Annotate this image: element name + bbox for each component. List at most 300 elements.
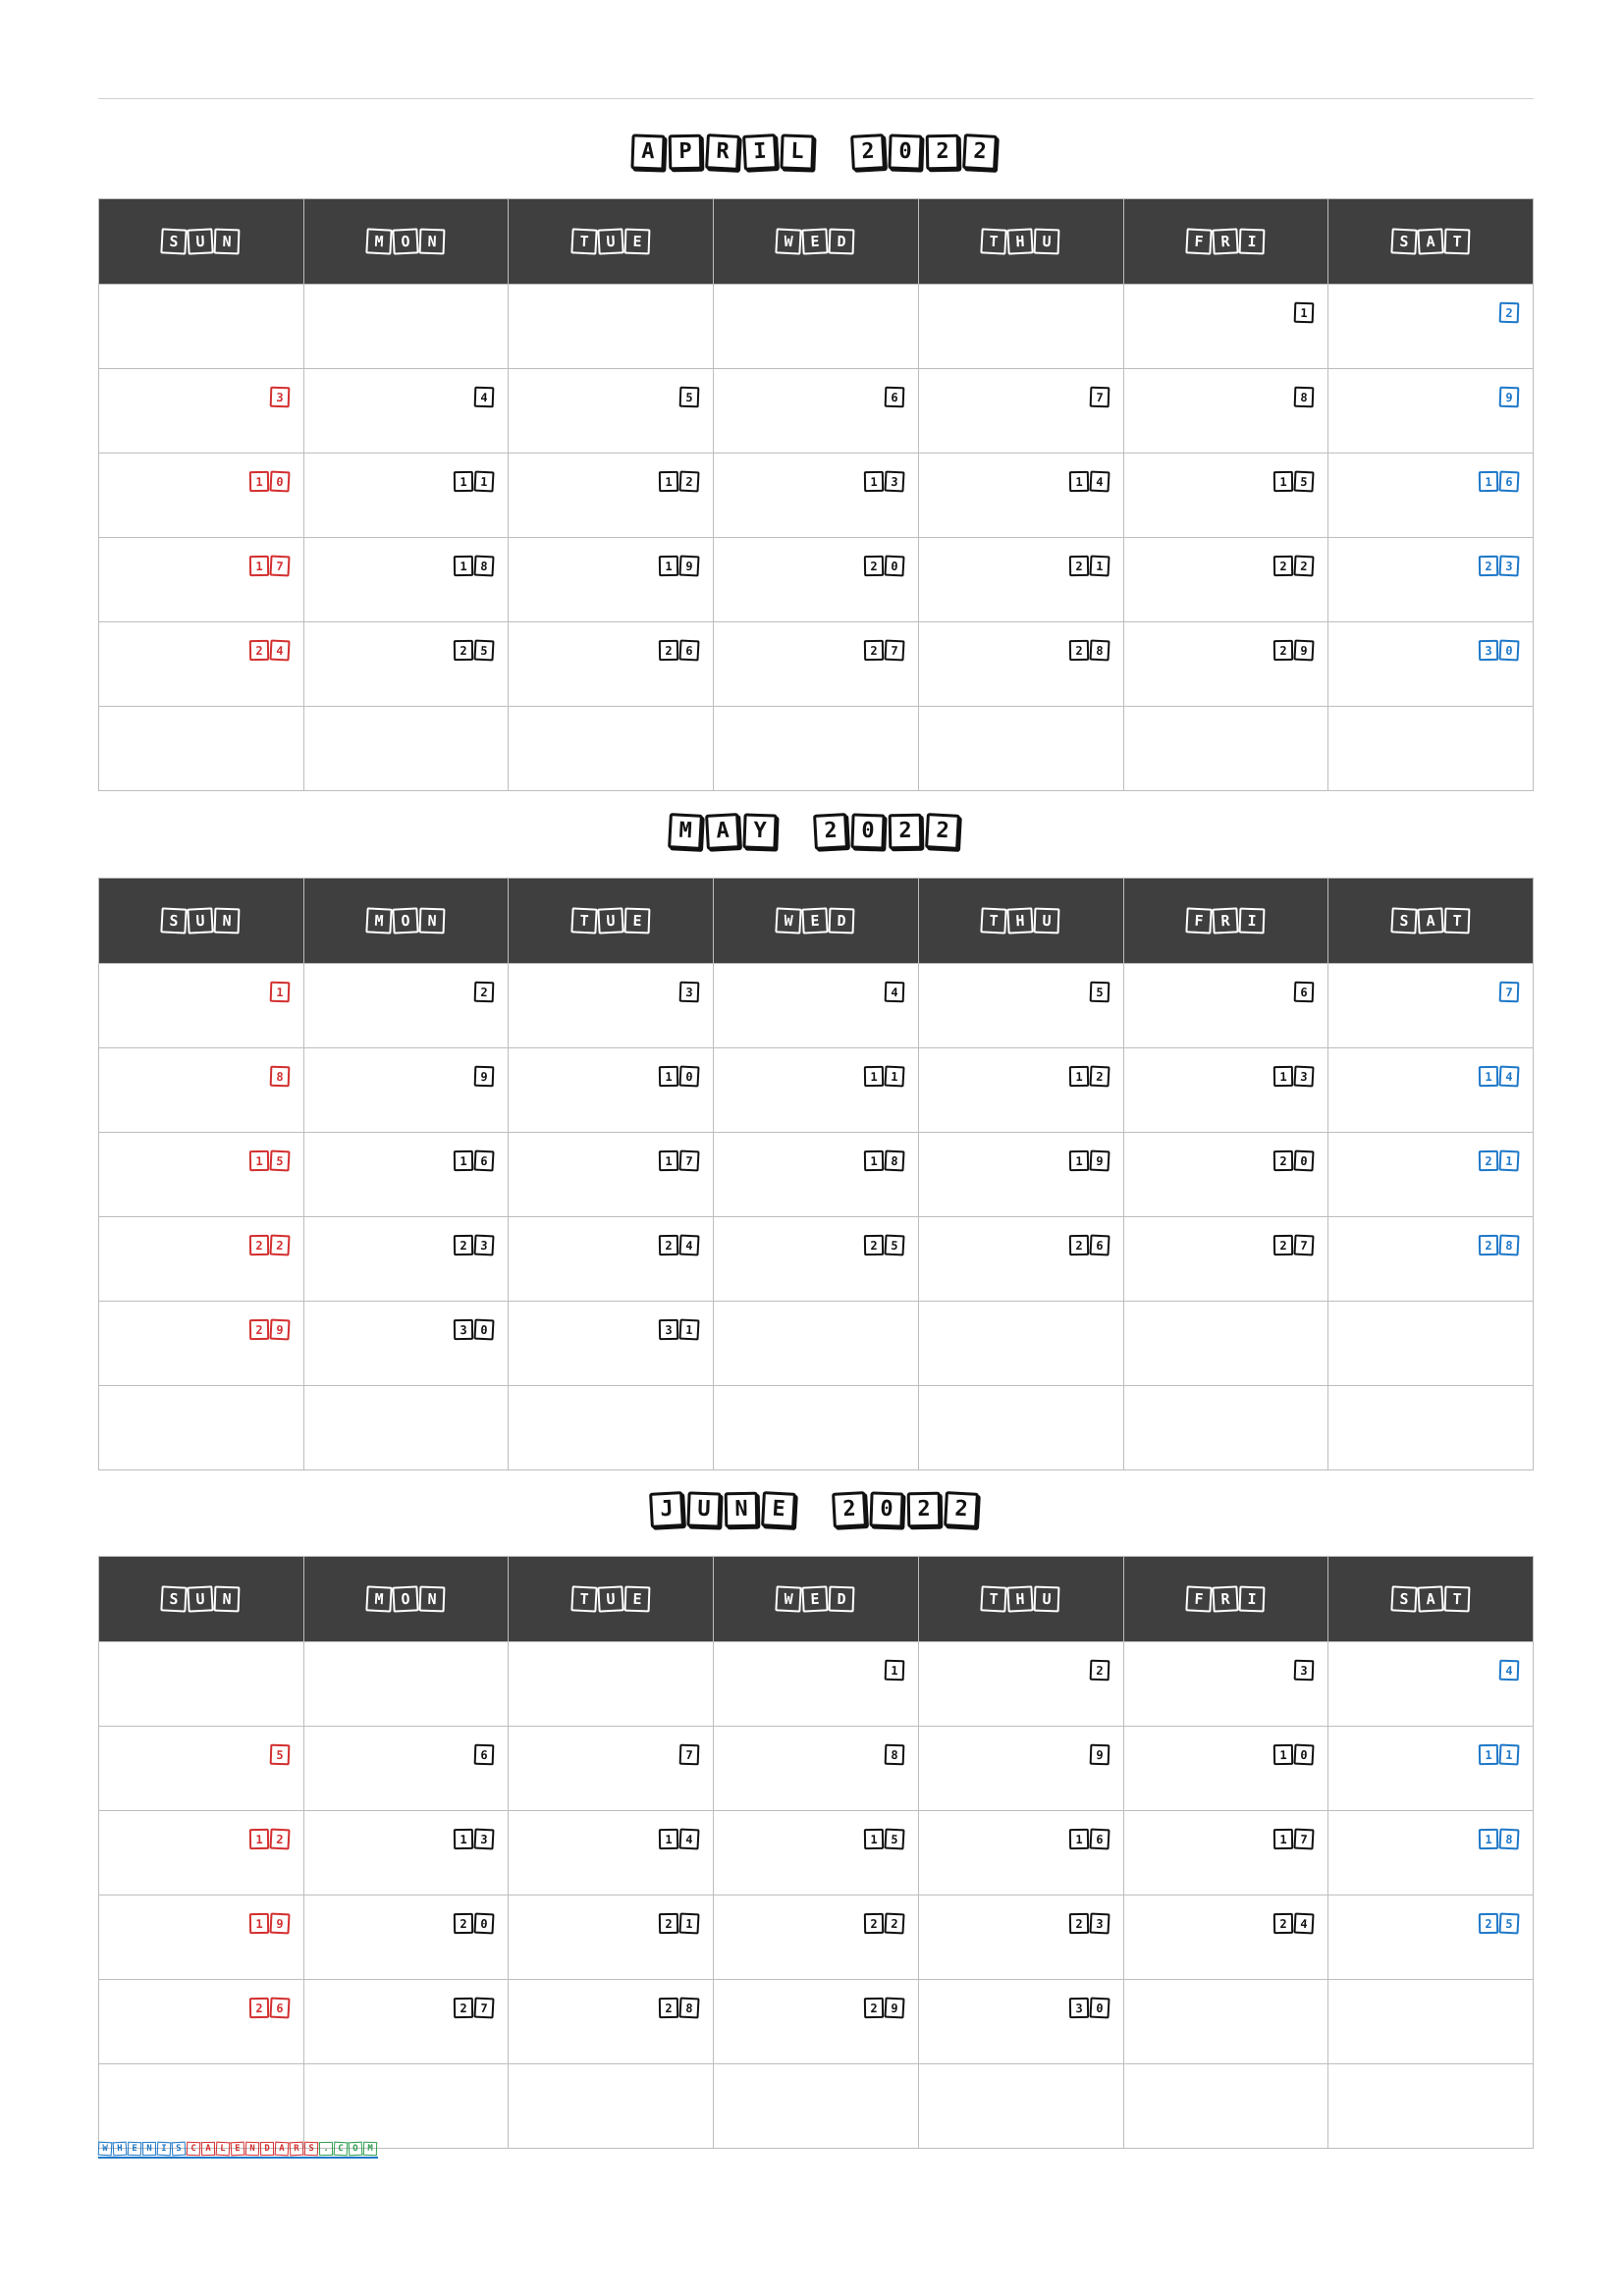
weekday-header-sat xyxy=(1328,879,1534,964)
day-cell[interactable] xyxy=(99,1896,304,1980)
day-cell[interactable] xyxy=(509,1642,714,1727)
day-number: 1 1 xyxy=(453,471,494,492)
month-year: 2 0 2 2 xyxy=(851,134,1001,170)
day-cell[interactable] xyxy=(1123,454,1328,538)
day-number: 8 xyxy=(269,1066,290,1087)
day-cell[interactable] xyxy=(303,1980,509,2064)
day-cell[interactable] xyxy=(1123,369,1328,454)
day-number: 1 0 xyxy=(1272,1744,1314,1765)
day-number: 2 xyxy=(1498,302,1519,323)
day-cell[interactable] xyxy=(99,369,304,454)
day-cell[interactable] xyxy=(918,454,1123,538)
day-number: 1 xyxy=(1293,302,1314,323)
weekday-header-tue xyxy=(509,1557,714,1642)
day-cell[interactable] xyxy=(303,1048,509,1133)
day-cell[interactable] xyxy=(303,2064,509,2149)
day-cell[interactable] xyxy=(1123,1727,1328,1811)
day-number: 6 xyxy=(1293,982,1314,1002)
day-cell[interactable] xyxy=(918,1048,1123,1133)
weekday-header-sun xyxy=(99,879,304,964)
day-cell[interactable] xyxy=(918,1642,1123,1727)
day-cell[interactable] xyxy=(714,1980,919,2064)
weekday-label: S A T xyxy=(1391,1586,1471,1612)
day-cell[interactable] xyxy=(99,454,304,538)
month-name: J U N E xyxy=(650,1492,799,1527)
day-number: 2 2 xyxy=(863,1913,904,1934)
month-june xyxy=(98,1470,1534,2149)
day-cell[interactable] xyxy=(509,1386,714,1470)
day-cell[interactable] xyxy=(714,707,919,791)
day-cell[interactable] xyxy=(509,1133,714,1217)
weekday-label: T U E xyxy=(571,229,651,254)
day-number: 2 9 xyxy=(863,1998,904,2018)
day-cell[interactable] xyxy=(714,1811,919,1896)
day-number: 2 6 xyxy=(1068,1235,1110,1255)
day-number: 9 xyxy=(1089,1744,1110,1765)
day-cell[interactable] xyxy=(714,285,919,369)
day-number: 2 xyxy=(473,982,494,1002)
day-cell[interactable] xyxy=(303,1302,509,1386)
day-cell[interactable] xyxy=(303,964,509,1048)
day-number: 1 5 xyxy=(248,1150,290,1171)
day-cell[interactable] xyxy=(1328,1048,1534,1133)
weekday-header-wed xyxy=(714,199,919,285)
weekday-header-mon xyxy=(303,199,509,285)
day-number: 5 xyxy=(269,1744,290,1765)
day-cell[interactable] xyxy=(1328,707,1534,791)
day-cell[interactable] xyxy=(509,622,714,707)
day-cell[interactable] xyxy=(714,2064,919,2149)
day-cell[interactable] xyxy=(99,285,304,369)
weekday-header-thu xyxy=(918,879,1123,964)
day-number: 1 2 xyxy=(248,1829,290,1849)
day-number: 2 0 xyxy=(863,556,904,576)
day-cell[interactable] xyxy=(1328,1727,1534,1811)
weekday-header-fri xyxy=(1123,199,1328,285)
day-number: 6 xyxy=(473,1744,494,1765)
day-cell[interactable] xyxy=(1123,2064,1328,2149)
month-year: 2 0 2 2 xyxy=(833,1492,982,1527)
week-row xyxy=(99,964,1534,1048)
day-cell[interactable] xyxy=(303,1811,509,1896)
day-number: 2 2 xyxy=(1272,556,1314,576)
day-number: 2 9 xyxy=(1272,640,1314,661)
day-cell[interactable] xyxy=(714,1133,919,1217)
day-cell[interactable] xyxy=(99,707,304,791)
weekday-label: M O N xyxy=(366,908,446,934)
month-title xyxy=(98,109,1534,194)
day-number: 2 7 xyxy=(1272,1235,1314,1255)
day-cell[interactable] xyxy=(714,1386,919,1470)
day-cell[interactable] xyxy=(1123,964,1328,1048)
weekday-header-thu xyxy=(918,1557,1123,1642)
weekday-label: T H U xyxy=(981,908,1060,934)
day-cell[interactable] xyxy=(99,1386,304,1470)
day-number: 8 xyxy=(1293,387,1314,407)
day-number: 2 4 xyxy=(248,640,290,661)
day-cell[interactable] xyxy=(99,1642,304,1727)
day-cell[interactable] xyxy=(509,454,714,538)
day-number: 2 9 xyxy=(248,1319,290,1340)
day-cell[interactable] xyxy=(1328,2064,1534,2149)
calendar-body xyxy=(99,285,1534,791)
day-cell[interactable] xyxy=(303,454,509,538)
weekday-header-row xyxy=(99,199,1534,285)
day-number: 8 xyxy=(884,1744,904,1765)
weekday-label: W E D xyxy=(776,1586,855,1612)
day-cell[interactable] xyxy=(714,964,919,1048)
footer-site-text: W H E N I S C A L E N D A R S . C O M xyxy=(98,2142,378,2156)
weekday-label: W E D xyxy=(776,908,855,934)
day-cell[interactable] xyxy=(918,1133,1123,1217)
day-number: 2 0 xyxy=(1272,1150,1314,1171)
footer-site-link[interactable] xyxy=(98,2142,378,2159)
day-cell[interactable] xyxy=(509,964,714,1048)
day-number: 1 7 xyxy=(1272,1829,1314,1849)
day-cell[interactable] xyxy=(303,707,509,791)
day-cell[interactable] xyxy=(1328,1217,1534,1302)
day-cell[interactable] xyxy=(509,1896,714,1980)
day-cell[interactable] xyxy=(1123,1048,1328,1133)
day-number: 3 xyxy=(269,387,290,407)
day-cell[interactable] xyxy=(99,1727,304,1811)
week-row xyxy=(99,1386,1534,1470)
day-cell[interactable] xyxy=(1328,454,1534,538)
day-cell[interactable] xyxy=(1123,622,1328,707)
day-cell[interactable] xyxy=(1123,285,1328,369)
day-number: 7 xyxy=(678,1744,699,1765)
day-number: 1 8 xyxy=(453,556,494,576)
day-cell[interactable] xyxy=(918,1302,1123,1386)
day-cell[interactable] xyxy=(714,622,919,707)
day-cell[interactable] xyxy=(303,1896,509,1980)
weekday-header-thu xyxy=(918,199,1123,285)
calendar-body xyxy=(99,964,1534,1470)
day-cell[interactable] xyxy=(1328,1386,1534,1470)
day-cell[interactable] xyxy=(99,2064,304,2149)
day-number: 2 4 xyxy=(1272,1913,1314,1934)
day-cell[interactable] xyxy=(303,622,509,707)
day-cell[interactable] xyxy=(918,707,1123,791)
day-number: 2 5 xyxy=(863,1235,904,1255)
calendar-grid xyxy=(98,198,1534,791)
day-cell[interactable] xyxy=(918,1980,1123,2064)
day-number: 6 xyxy=(884,387,904,407)
day-number: 2 3 xyxy=(1478,556,1519,576)
day-cell[interactable] xyxy=(918,285,1123,369)
day-cell[interactable] xyxy=(99,964,304,1048)
day-cell[interactable] xyxy=(509,1980,714,2064)
day-number: 3 0 xyxy=(1068,1998,1110,2018)
day-number: 2 xyxy=(1089,1660,1110,1681)
day-number: 1 3 xyxy=(453,1829,494,1849)
day-number: 2 1 xyxy=(1478,1150,1519,1171)
weekday-label: S U N xyxy=(161,1586,241,1612)
day-cell[interactable] xyxy=(918,1896,1123,1980)
day-cell[interactable] xyxy=(303,1386,509,1470)
weekday-header-tue xyxy=(509,879,714,964)
day-cell[interactable] xyxy=(714,1896,919,1980)
calendar-body xyxy=(99,1642,1534,2149)
weekday-label: M O N xyxy=(366,229,446,254)
day-cell[interactable] xyxy=(303,538,509,622)
week-row xyxy=(99,1642,1534,1727)
day-number: 1 xyxy=(884,1660,904,1681)
day-number: 2 3 xyxy=(453,1235,494,1255)
day-number: 2 0 xyxy=(453,1913,494,1934)
day-cell[interactable] xyxy=(1123,1133,1328,1217)
day-number: 1 9 xyxy=(1068,1150,1110,1171)
day-number: 2 1 xyxy=(1068,556,1110,576)
day-cell[interactable] xyxy=(918,2064,1123,2149)
day-cell[interactable] xyxy=(1123,1811,1328,1896)
day-cell[interactable] xyxy=(509,538,714,622)
day-cell[interactable] xyxy=(918,369,1123,454)
day-number: 1 xyxy=(269,982,290,1002)
weekday-label: F R I xyxy=(1186,1586,1266,1612)
day-number: 1 7 xyxy=(248,556,290,576)
day-number: 2 8 xyxy=(658,1998,699,2018)
day-cell[interactable] xyxy=(918,1811,1123,1896)
calendar-grid xyxy=(98,1556,1534,2149)
day-number: 1 3 xyxy=(1272,1066,1314,1087)
weekday-label: T U E xyxy=(571,908,651,934)
day-number: 2 6 xyxy=(248,1998,290,2018)
day-number: 1 3 xyxy=(863,471,904,492)
weekday-label: T H U xyxy=(981,229,1060,254)
day-number: 1 5 xyxy=(1272,471,1314,492)
day-number: 9 xyxy=(473,1066,494,1087)
week-row xyxy=(99,1217,1534,1302)
weekday-label: M O N xyxy=(366,1586,446,1612)
weekday-header-row xyxy=(99,879,1534,964)
weekday-label: T H U xyxy=(981,1586,1060,1612)
day-number: 2 5 xyxy=(1478,1913,1519,1934)
day-number: 2 1 xyxy=(658,1913,699,1934)
weekday-label: T U E xyxy=(571,1586,651,1612)
day-cell[interactable] xyxy=(303,1642,509,1727)
day-cell[interactable] xyxy=(1328,1896,1534,1980)
week-row xyxy=(99,369,1534,454)
day-number: 2 7 xyxy=(453,1998,494,2018)
day-cell[interactable] xyxy=(1328,1811,1534,1896)
weekday-header-sun xyxy=(99,1557,304,1642)
day-number: 2 7 xyxy=(863,640,904,661)
day-cell[interactable] xyxy=(509,285,714,369)
week-row xyxy=(99,1896,1534,1980)
day-cell[interactable] xyxy=(509,1048,714,1133)
day-cell[interactable] xyxy=(303,1133,509,1217)
month-april xyxy=(98,113,1534,791)
weekday-header-mon xyxy=(303,879,509,964)
day-cell[interactable] xyxy=(99,1217,304,1302)
day-number: 1 6 xyxy=(1068,1829,1110,1849)
weekday-header-mon xyxy=(303,1557,509,1642)
day-cell[interactable] xyxy=(99,1811,304,1896)
week-row xyxy=(99,707,1534,791)
day-cell[interactable] xyxy=(714,369,919,454)
week-row xyxy=(99,622,1534,707)
weekday-label: F R I xyxy=(1186,908,1266,934)
day-cell[interactable] xyxy=(918,1727,1123,1811)
day-number: 1 2 xyxy=(1068,1066,1110,1087)
day-cell[interactable] xyxy=(918,622,1123,707)
weekday-label: S U N xyxy=(161,908,241,934)
day-number: 2 3 xyxy=(1068,1913,1110,1934)
day-cell[interactable] xyxy=(1123,1386,1328,1470)
day-number: 3 0 xyxy=(1478,640,1519,661)
day-cell[interactable] xyxy=(918,538,1123,622)
day-number: 2 4 xyxy=(658,1235,699,1255)
month-year: 2 0 2 2 xyxy=(814,814,963,849)
day-number: 1 9 xyxy=(248,1913,290,1934)
day-cell[interactable] xyxy=(1123,1302,1328,1386)
day-number: 1 6 xyxy=(453,1150,494,1171)
week-row xyxy=(99,1727,1534,1811)
day-cell[interactable] xyxy=(918,964,1123,1048)
day-cell[interactable] xyxy=(1123,1642,1328,1727)
day-number: 9 xyxy=(1498,387,1519,407)
week-row xyxy=(99,1302,1534,1386)
day-cell[interactable] xyxy=(714,454,919,538)
day-cell[interactable] xyxy=(1123,1980,1328,2064)
day-cell[interactable] xyxy=(303,369,509,454)
day-cell[interactable] xyxy=(99,1980,304,2064)
day-cell[interactable] xyxy=(714,1048,919,1133)
day-number: 1 0 xyxy=(248,471,290,492)
day-number: 1 5 xyxy=(863,1829,904,1849)
day-cell[interactable] xyxy=(1328,538,1534,622)
day-number: 2 5 xyxy=(453,640,494,661)
day-cell[interactable] xyxy=(714,1727,919,1811)
week-row xyxy=(99,1048,1534,1133)
month-title xyxy=(98,1467,1534,1552)
day-cell[interactable] xyxy=(509,369,714,454)
week-row xyxy=(99,454,1534,538)
weekday-header-sat xyxy=(1328,1557,1534,1642)
week-row xyxy=(99,2064,1534,2149)
day-cell[interactable] xyxy=(509,1727,714,1811)
day-number: 3 xyxy=(678,982,699,1002)
day-cell[interactable] xyxy=(1328,964,1534,1048)
day-cell[interactable] xyxy=(714,1642,919,1727)
day-cell[interactable] xyxy=(1328,369,1534,454)
day-cell[interactable] xyxy=(509,1217,714,1302)
day-number: 3 1 xyxy=(658,1319,699,1340)
week-row xyxy=(99,1133,1534,1217)
day-cell[interactable] xyxy=(509,1811,714,1896)
day-number: 5 xyxy=(1089,982,1110,1002)
day-cell[interactable] xyxy=(99,1133,304,1217)
weekday-header-wed xyxy=(714,1557,919,1642)
weekday-label: W E D xyxy=(776,229,855,254)
day-number: 1 1 xyxy=(863,1066,904,1087)
day-number: 3 0 xyxy=(453,1319,494,1340)
week-row xyxy=(99,1811,1534,1896)
day-cell[interactable] xyxy=(509,1302,714,1386)
month-name: M A Y xyxy=(669,814,781,849)
day-number: 1 8 xyxy=(1478,1829,1519,1849)
week-row xyxy=(99,538,1534,622)
day-number: 1 6 xyxy=(1478,471,1519,492)
day-cell[interactable] xyxy=(99,1302,304,1386)
weekday-header-sat xyxy=(1328,199,1534,285)
week-row xyxy=(99,1980,1534,2064)
day-cell[interactable] xyxy=(1123,707,1328,791)
day-cell[interactable] xyxy=(1328,1980,1534,2064)
day-number: 1 4 xyxy=(1478,1066,1519,1087)
day-number: 1 8 xyxy=(863,1150,904,1171)
day-cell[interactable] xyxy=(1328,1133,1534,1217)
day-cell[interactable] xyxy=(99,1048,304,1133)
top-divider xyxy=(98,98,1534,99)
weekday-label: S A T xyxy=(1391,229,1471,254)
day-cell[interactable] xyxy=(1328,622,1534,707)
day-number: 1 7 xyxy=(658,1150,699,1171)
weekday-label: S A T xyxy=(1391,908,1471,934)
day-number: 1 9 xyxy=(658,556,699,576)
calendar-grid xyxy=(98,878,1534,1470)
day-cell[interactable] xyxy=(1123,538,1328,622)
day-number: 1 4 xyxy=(1068,471,1110,492)
day-cell[interactable] xyxy=(1123,1896,1328,1980)
day-number: 1 4 xyxy=(658,1829,699,1849)
day-number: 7 xyxy=(1089,387,1110,407)
weekday-header-tue xyxy=(509,199,714,285)
day-number: 2 8 xyxy=(1068,640,1110,661)
day-number: 1 1 xyxy=(1478,1744,1519,1765)
day-cell[interactable] xyxy=(1328,285,1534,369)
day-number: 5 xyxy=(678,387,699,407)
day-number: 1 0 xyxy=(658,1066,699,1087)
day-cell[interactable] xyxy=(1328,1642,1534,1727)
day-cell[interactable] xyxy=(509,2064,714,2149)
week-row xyxy=(99,285,1534,369)
day-cell[interactable] xyxy=(714,1302,919,1386)
day-cell[interactable] xyxy=(918,1386,1123,1470)
day-cell[interactable] xyxy=(509,707,714,791)
day-cell[interactable] xyxy=(99,538,304,622)
day-number: 3 xyxy=(1293,1660,1314,1681)
weekday-header-fri xyxy=(1123,1557,1328,1642)
day-number: 4 xyxy=(884,982,904,1002)
day-cell[interactable] xyxy=(303,1217,509,1302)
day-number: 2 6 xyxy=(658,640,699,661)
day-cell[interactable] xyxy=(1328,1302,1534,1386)
day-cell[interactable] xyxy=(714,1217,919,1302)
day-number: 2 8 xyxy=(1478,1235,1519,1255)
day-number: 4 xyxy=(473,387,494,407)
day-number: 1 2 xyxy=(658,471,699,492)
weekday-header-sun xyxy=(99,199,304,285)
month-title xyxy=(98,788,1534,874)
day-number: 2 2 xyxy=(248,1235,290,1255)
weekday-label: S U N xyxy=(161,229,241,254)
day-cell[interactable] xyxy=(918,1217,1123,1302)
day-cell[interactable] xyxy=(303,1727,509,1811)
day-cell[interactable] xyxy=(1123,1217,1328,1302)
day-number: 4 xyxy=(1498,1660,1519,1681)
day-cell[interactable] xyxy=(99,622,304,707)
day-number: 7 xyxy=(1498,982,1519,1002)
weekday-label: F R I xyxy=(1186,229,1266,254)
month-name: A P R I L xyxy=(631,134,818,170)
weekday-header-fri xyxy=(1123,879,1328,964)
day-cell[interactable] xyxy=(303,285,509,369)
weekday-header-row xyxy=(99,1557,1534,1642)
day-cell[interactable] xyxy=(714,538,919,622)
month-may xyxy=(98,792,1534,1470)
